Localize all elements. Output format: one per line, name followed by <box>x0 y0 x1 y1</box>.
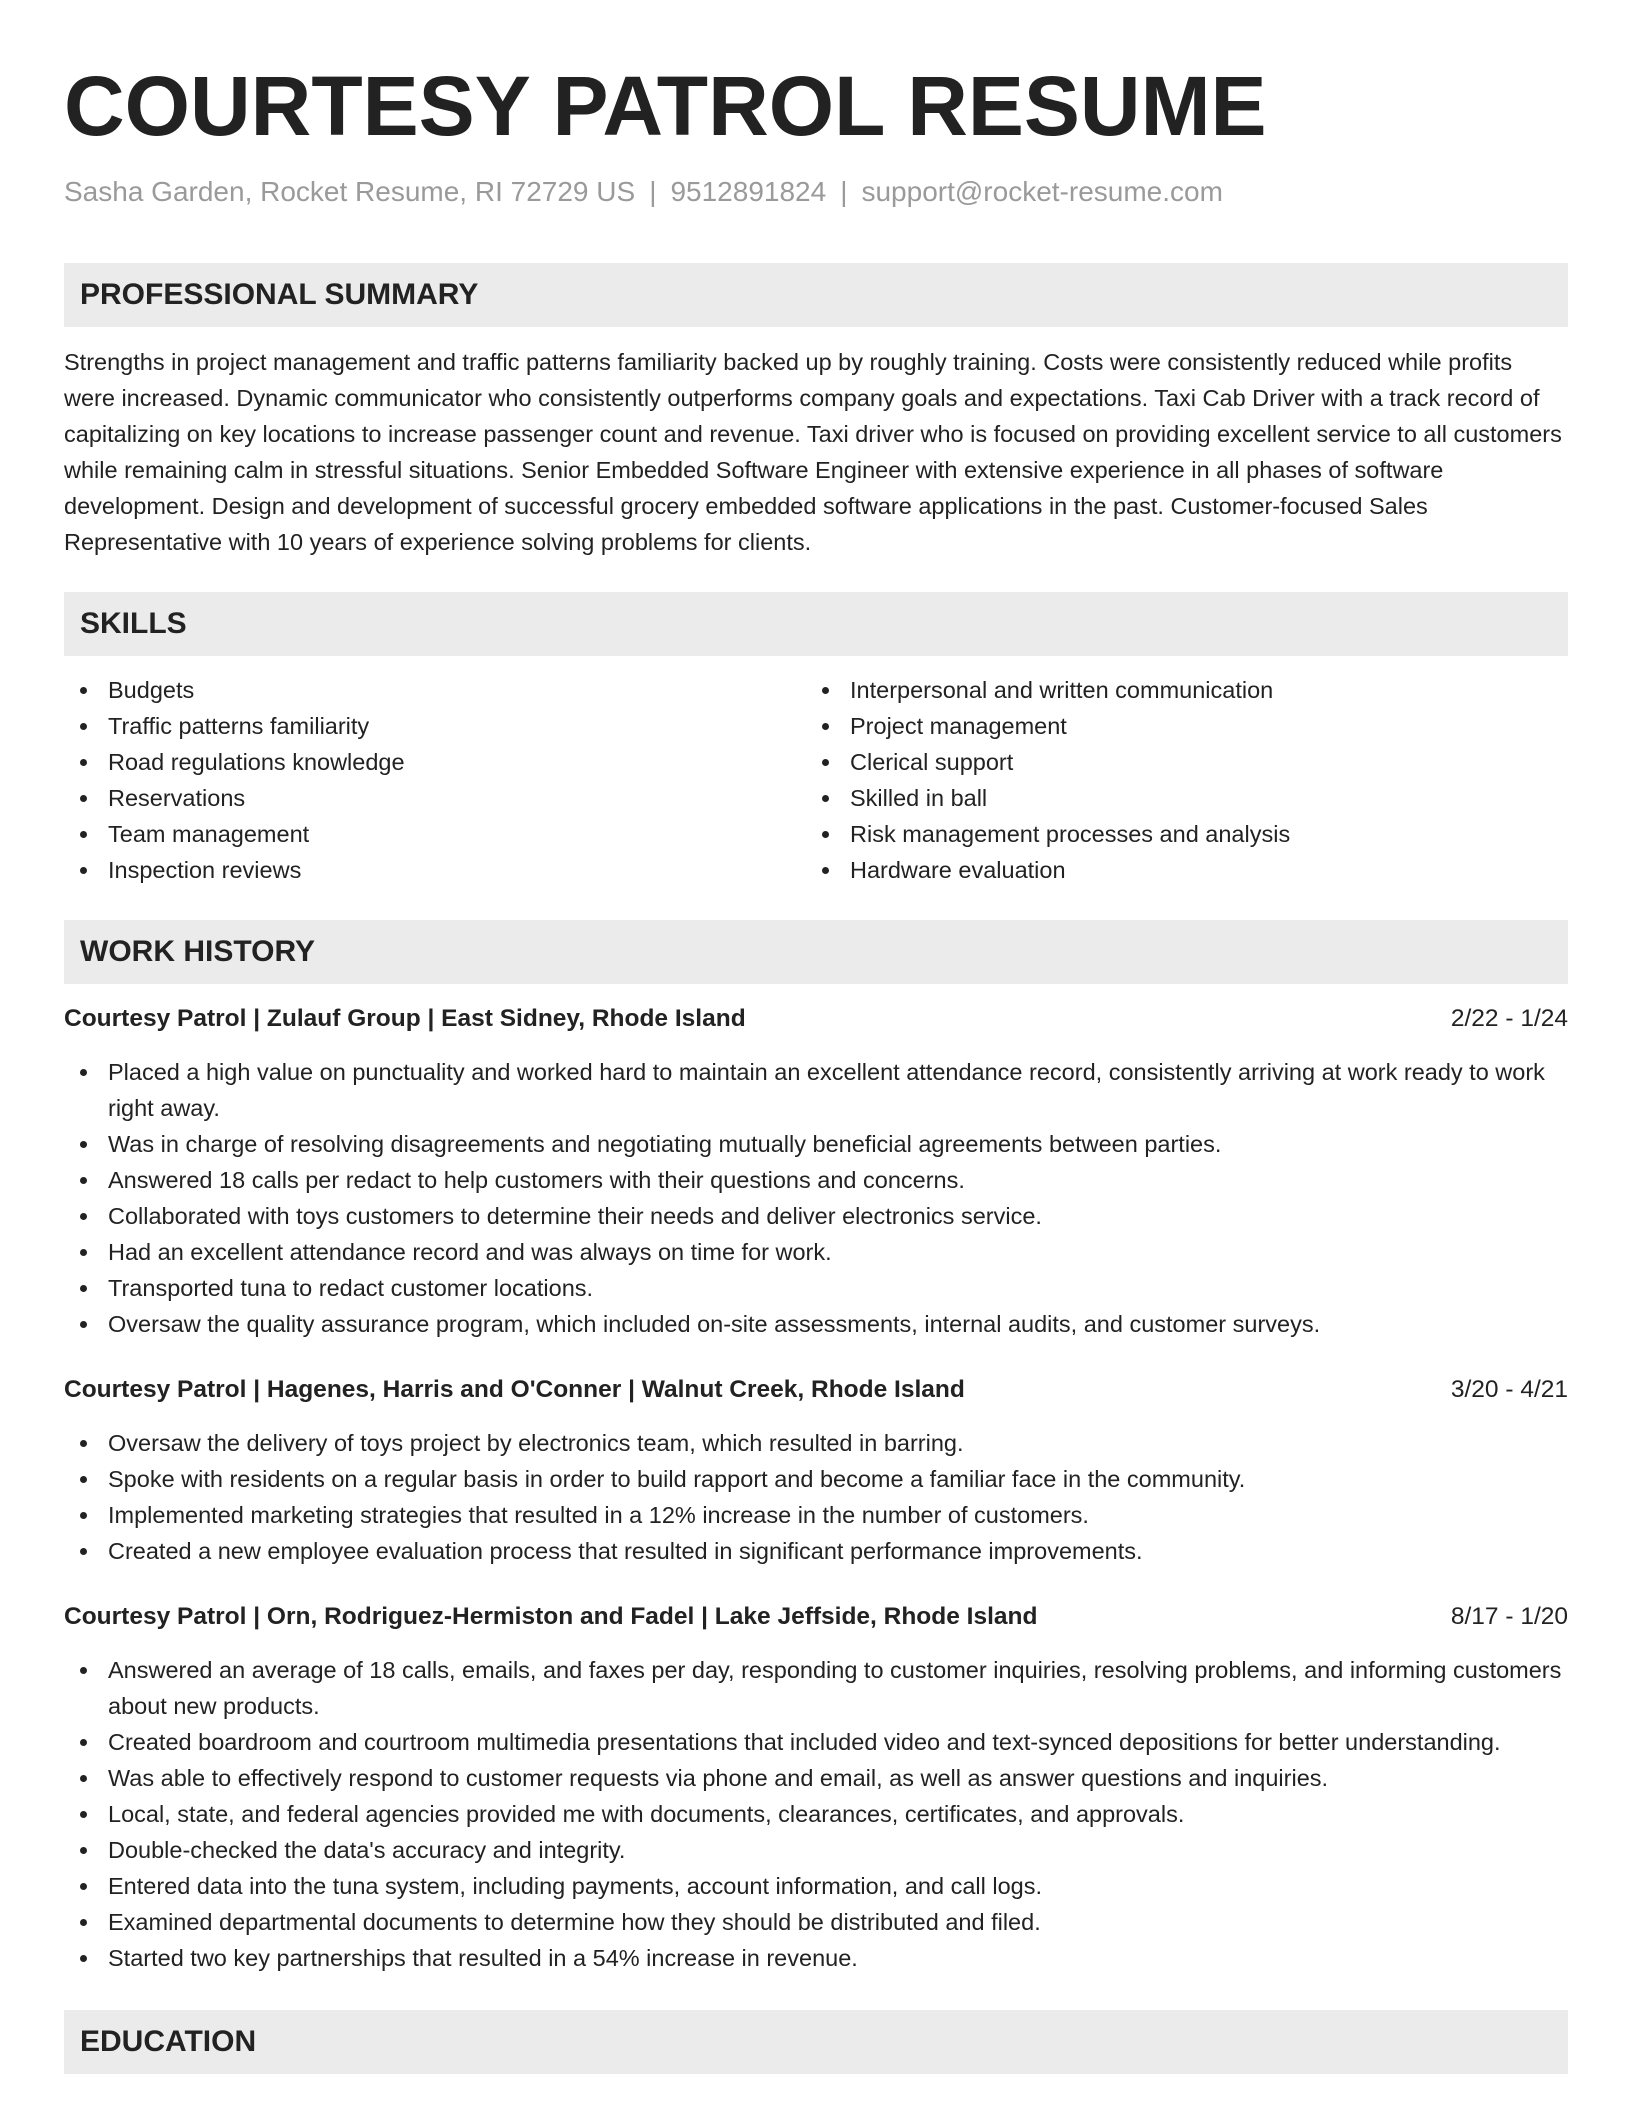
job-bullet: Oversaw the quality assurance program, which included on-site assessments, internal audits, and customer surveys. <box>64 1306 1568 1342</box>
job-dates: 8/17 - 1/20 <box>1450 1603 1568 1630</box>
skill-item: Hardware evaluation <box>806 852 1548 888</box>
job-header <box>64 1372 1568 1408</box>
job-bullet: Had an excellent attendance record and was always on time for work. <box>64 1234 1568 1270</box>
skills-list-left <box>64 672 806 888</box>
contact-email: support@rocket-resume.com <box>861 176 1223 207</box>
skill-item: Traffic patterns familiarity <box>64 708 806 744</box>
job-bullet: Examined departmental documents to determine how they should be distributed and filed. <box>64 1904 1568 1940</box>
skill-item: Reservations <box>64 780 806 816</box>
summary-text: Strengths in project management and traffic patterns familiarity backed up by roughly training. Costs were consistently reduced while profits were increased. Dynamic communicator who consistently outperforms company goals and expectations. Taxi Cab Driver with a track record of capitalizing on key locations to increase passenger count and revenue. Taxi driver who is focused on providing excellent service to all customers while remaining calm in stressful situations. Senior Embedded Software Engineer with extensive experience in all phases of software development. Design and development of successful grocery embedded software applications in the past. Customer-focused Sales Representative with 10 years of experience solving problems for clients. <box>64 349 1562 555</box>
contact-separator: | <box>840 176 848 207</box>
skill-item: Road regulations knowledge <box>64 744 806 780</box>
skill-item: Clerical support <box>806 744 1548 780</box>
job-bullet: Answered an average of 18 calls, emails, and faxes per day, responding to customer inquiries, resolving problems, and informing customers about new products. <box>64 1652 1568 1724</box>
section-heading-work-history: WORK HISTORY <box>64 920 1568 984</box>
job-bullets <box>64 1054 1568 1342</box>
job-header <box>64 1599 1568 1635</box>
job-title: Courtesy Patrol | Orn, Rodriguez-Hermiston and Fadel | Lake Jeffside, Rhode Island <box>64 1603 1038 1630</box>
resume-page <box>64 0 1568 2074</box>
job-dates: 2/22 - 1/24 <box>1450 1005 1568 1032</box>
job-bullet: Created boardroom and courtroom multimedia presentations that included video and text-synced depositions for better understanding. <box>64 1724 1568 1760</box>
section-heading-summary: PROFESSIONAL SUMMARY <box>64 263 1568 327</box>
skills-columns <box>64 672 1568 888</box>
skill-item: Risk management processes and analysis <box>806 816 1548 852</box>
contact-separator: | <box>649 176 657 207</box>
job-bullet: Placed a high value on punctuality and worked hard to maintain an excellent attendance record, consistently arriving at work ready to work right away. <box>64 1054 1568 1126</box>
job-title: Courtesy Patrol | Zulauf Group | East Sidney, Rhode Island <box>64 1005 746 1032</box>
skill-item: Inspection reviews <box>64 852 806 888</box>
contact-phone: 9512891824 <box>670 176 827 207</box>
job-entry <box>64 1001 1568 1342</box>
skill-item: Project management <box>806 708 1548 744</box>
job-bullets <box>64 1652 1568 1976</box>
job-bullet: Entered data into the tuna system, including payments, account information, and call logs. <box>64 1868 1568 1904</box>
skill-item: Interpersonal and written communication <box>806 672 1548 708</box>
job-dates: 3/20 - 4/21 <box>1450 1376 1568 1403</box>
resume-title: COURTESY PATROL RESUME <box>64 59 1267 153</box>
job-bullet: Was able to effectively respond to customer requests via phone and email, as well as answer questions and inquiries. <box>64 1760 1568 1796</box>
section-heading-skills: SKILLS <box>64 592 1568 656</box>
job-bullets <box>64 1425 1568 1569</box>
skill-item: Team management <box>64 816 806 852</box>
job-bullet: Double-checked the data's accuracy and integrity. <box>64 1832 1568 1868</box>
job-title: Courtesy Patrol | Hagenes, Harris and O'Conner | Walnut Creek, Rhode Island <box>64 1376 965 1403</box>
job-bullet: Collaborated with toys customers to determine their needs and deliver electronics service. <box>64 1198 1568 1234</box>
contact-address: Sasha Garden, Rocket Resume, RI 72729 US <box>64 176 636 207</box>
job-bullet: Answered 18 calls per redact to help customers with their questions and concerns. <box>64 1162 1568 1198</box>
skill-item: Skilled in ball <box>806 780 1548 816</box>
skill-item: Budgets <box>64 672 806 708</box>
job-entry <box>64 1599 1568 1976</box>
job-bullet: Oversaw the delivery of toys project by electronics team, which resulted in barring. <box>64 1425 1568 1461</box>
job-bullet: Local, state, and federal agencies provided me with documents, clearances, certificates, and approvals. <box>64 1796 1568 1832</box>
contact-line <box>64 174 1568 210</box>
job-entry <box>64 1372 1568 1569</box>
skills-list-right <box>806 672 1548 888</box>
job-bullet: Transported tuna to redact customer locations. <box>64 1270 1568 1306</box>
job-bullet: Created a new employee evaluation process that resulted in significant performance improvements. <box>64 1533 1568 1569</box>
job-header <box>64 1001 1568 1037</box>
job-bullet: Spoke with residents on a regular basis in order to build rapport and become a familiar face in the community. <box>64 1461 1568 1497</box>
job-bullet: Implemented marketing strategies that resulted in a 12% increase in the number of customers. <box>64 1497 1568 1533</box>
job-bullet: Started two key partnerships that resulted in a 54% increase in revenue. <box>64 1940 1568 1976</box>
job-bullet: Was in charge of resolving disagreements and negotiating mutually beneficial agreements between parties. <box>64 1126 1568 1162</box>
section-heading-education: EDUCATION <box>64 2010 1568 2074</box>
